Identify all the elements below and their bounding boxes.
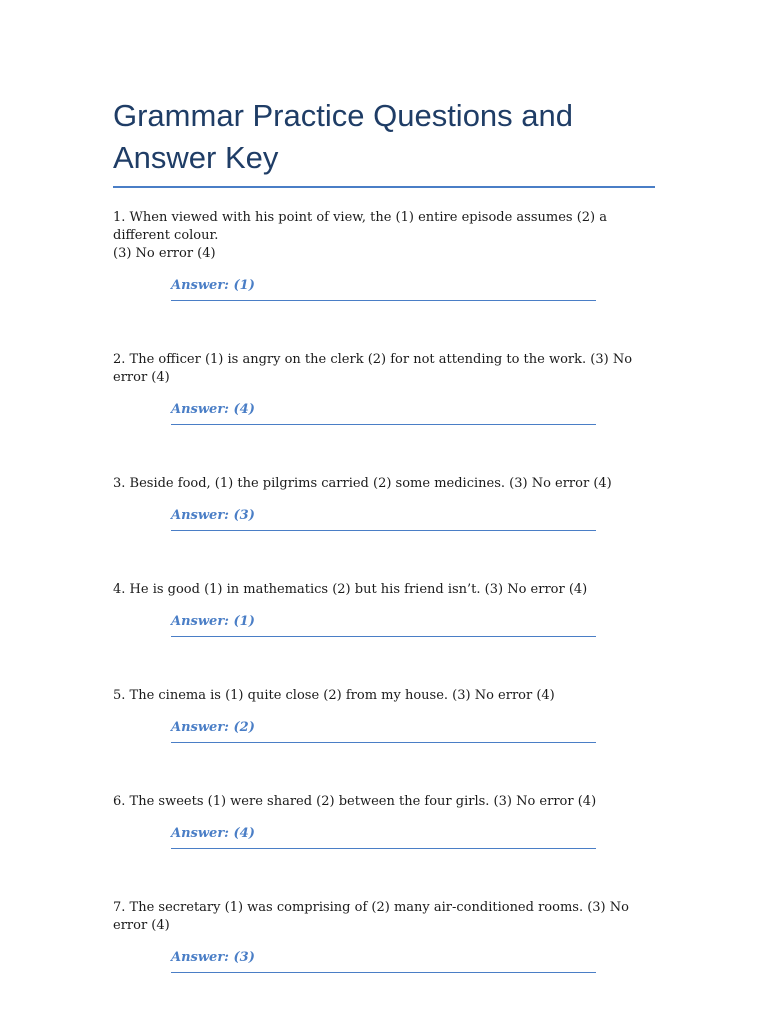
question-4 (113, 581, 655, 637)
question-7-text: 7. The secretary (1) was comprising of (2) many air-conditioned rooms. (3) No error (4) (113, 900, 629, 933)
title-line-2: Answer Key (113, 140, 279, 175)
question-2 (113, 351, 655, 425)
answer-1: Answer: (1) (171, 277, 596, 301)
answer-7: Answer: (3) (171, 949, 596, 973)
question-3 (113, 475, 655, 531)
answer-2: Answer: (4) (171, 401, 596, 425)
question-3-text: 3. Beside food, (1) the pilgrims carried (2) some medicines. (3) No error (4) (113, 476, 612, 491)
answer-5: Answer: (2) (171, 719, 596, 743)
answer-6: Answer: (4) (171, 825, 596, 849)
question-6-text: 6. The sweets (1) were shared (2) between the four girls. (3) No error (4) (113, 794, 597, 809)
answer-4: Answer: (1) (171, 613, 596, 637)
question-1-text-line-1: 1. When viewed with his point of view, the (1) entire episode assumes (2) a different colour. (113, 210, 607, 243)
document-page (113, 95, 655, 973)
question-6 (113, 793, 655, 849)
page-title (113, 95, 655, 188)
question-1-text (113, 209, 655, 263)
question-list (113, 209, 655, 973)
question-1-text-line-2: (3) No error (4) (113, 246, 216, 261)
question-2-text: 2. The officer (1) is angry on the clerk (2) for not attending to the work. (3) No error (4) (113, 352, 633, 385)
question-4-text: 4. He is good (1) in mathematics (2) but his friend isn’t. (3) No error (4) (113, 582, 588, 597)
question-1 (113, 209, 655, 301)
question-5-text: 5. The cinema is (1) quite close (2) from my house. (3) No error (4) (113, 688, 555, 703)
answer-3: Answer: (3) (171, 507, 596, 531)
question-5 (113, 687, 655, 743)
question-7 (113, 899, 655, 973)
title-line-1: Grammar Practice Questions and (113, 98, 574, 133)
